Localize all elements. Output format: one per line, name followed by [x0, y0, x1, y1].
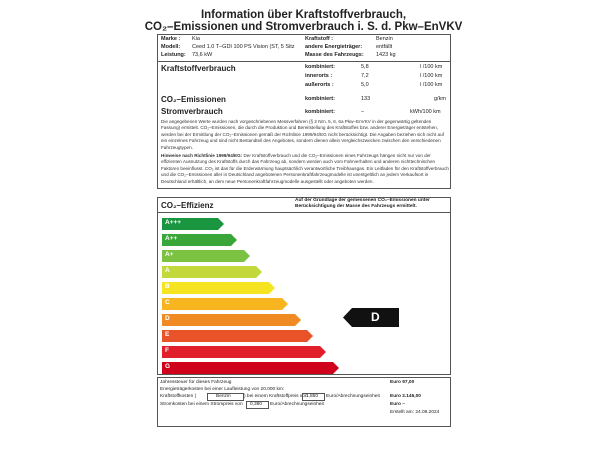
efficiency-bar-label: A+++	[165, 219, 182, 226]
efficiency-bar	[162, 266, 262, 278]
efficiency-note: Auf der Grundlage der gemessenen CO₂–Emissionen unter Berücksichtigung der Masse des Fahrzeugs ermittelt.	[295, 198, 430, 209]
efficiency-bar-shape	[162, 346, 326, 358]
efficiency-bar-shape	[162, 250, 250, 262]
power-cost-label: Stromkosten bei einem Strompreis von	[160, 402, 243, 407]
efficiency-panel	[157, 197, 451, 375]
efficiency-bar-label: E	[165, 331, 170, 338]
efficiency-bar	[162, 346, 326, 358]
fuel-row-unit: l /100 km	[420, 73, 443, 79]
efficiency-bar	[162, 234, 237, 246]
electricity-unit: kWh/100 km	[410, 109, 441, 115]
fuel-type-text: Benzin	[216, 394, 231, 399]
legal-paragraph-2-text: Der Kraftstoffverbrauch und die CO₂–Emissionen eines Fahrzeugs hängen nicht nur von der effizienten Ausnutzung des Kraftstoffs durch das Fahrzeug ab, sondern werden auch vom Fahrverhalten und anderen nichttechnischen Faktoren beeinflusst. CO₂ ist das für die Erderwärmung hauptsächlich verantwortliche Treibhausgas. Ein Leitfaden für den Kraftstoffverbrauch und die CO₂–Emissionen aller in Deutschland angebotenen Personenkraftfahrzeugmodelle ist unentgeltlich an jedem Verkaufsort in Deutschland erhältlich, an dem neue Personenkraftfahrzeugmodelle ausgestellt oder angeboten werden.	[161, 153, 449, 184]
efficiency-heading: CO₂–Effizienz	[161, 201, 214, 210]
fuel-price-value: 1,850	[306, 394, 319, 399]
other-energy-label: andere Energieträger:	[305, 44, 363, 50]
brand-value: Kia	[192, 36, 200, 42]
fuel-row-label: kombiniert:	[305, 64, 335, 70]
efficiency-bar-label: A	[165, 267, 170, 274]
efficiency-bar-label: D	[165, 315, 170, 322]
fuel-cost-label: Kraftstoffkosten (	[160, 394, 197, 399]
efficiency-bar-label: A+	[165, 251, 174, 258]
model-value: Ceed 1.0 T–GDI 100 PS Vision (ST, 5 Sitz	[192, 44, 295, 50]
consumption-panel	[157, 34, 451, 189]
electricity-value: –	[361, 109, 365, 115]
fuel-type-value: Benzin	[376, 36, 393, 42]
efficiency-bar-label: A++	[165, 235, 178, 242]
legal-paragraph-2	[161, 153, 449, 185]
power-cost-value: Euro –	[390, 402, 405, 407]
model-label: Modell:	[161, 44, 181, 50]
mass-label: Masse des Fahrzeugs:	[305, 52, 364, 58]
efficiency-bar-label: G	[165, 363, 171, 370]
electricity-label: kombiniert:	[305, 109, 335, 115]
co2-value: 133	[361, 96, 371, 102]
fuel-heading: Kraftstoffverbrauch	[161, 64, 236, 73]
fuel-price-unit: Euro/Abrechnungseinheit	[326, 394, 380, 399]
divider	[158, 212, 450, 213]
fuel-type-label: Kraftstoff :	[305, 36, 334, 42]
legal-paragraph-2-head: Hinweise nach Richtlinie 1999/94/EG:	[161, 153, 243, 158]
efficiency-bar-label: C	[165, 299, 170, 306]
electricity-heading: Stromverbrauch	[161, 107, 223, 116]
title-line-2: CO₂–Emissionen und Stromverbrauch i. S. d. Pkw–EnVKV	[144, 21, 463, 33]
efficiency-bar	[162, 282, 275, 294]
tax-label: Jahressteuer für dieses Fahrzeug	[160, 380, 232, 385]
fuel-row-label: innerorts :	[305, 73, 333, 79]
efficiency-bar-shape	[162, 330, 313, 342]
energy-cost-label: Energieträgerkosten bei einer Laufleistung von 20.000 km:	[160, 387, 285, 392]
fuel-row-unit: l /100 km	[420, 64, 443, 70]
efficiency-bar	[162, 298, 288, 310]
fuel-row-value: 7,2	[361, 73, 369, 79]
efficiency-bar-shape	[162, 266, 262, 278]
mass-value: 1423 kg	[376, 52, 396, 58]
efficiency-bar	[162, 362, 339, 374]
power-price-unit: Euro/Abrechnungseinheit	[270, 402, 324, 407]
efficiency-bar-shape	[162, 362, 339, 374]
fuel-row-value: 5,8	[361, 64, 369, 70]
efficiency-bar	[162, 314, 301, 326]
current-class-indicator	[343, 308, 399, 327]
title-line-1: Information über Kraftstoffverbrauch,	[200, 9, 407, 21]
brand-label: Marke :	[161, 36, 181, 42]
tax-value: Euro 97,00	[390, 380, 415, 385]
efficiency-bar-shape	[162, 298, 288, 310]
co2-heading: CO₂–Emissionen	[161, 95, 226, 104]
fuel-row-label: außerorts :	[305, 82, 334, 88]
power-label: Leistung:	[161, 52, 186, 58]
cost-panel	[157, 377, 451, 427]
efficiency-bar-shape	[162, 282, 275, 294]
legal-paragraph-1: Die angegebenen Werte wurden nach vorgeschriebenen Messverfahren (§ 2 Nrn. 5, 6, 6a Pkw–EnVKV in der gegenwärtig geltenden Fassung) ermittelt. CO₂–Emissionen, die durch die Produktion und Bereitstellung des Kraftstoffes bzw. anderer Energieträger entstehen, werden bei der Ermittlung der CO₂–Emissionen gemäß der Richtlinie 1999/94/EG nicht berücksichtigt. Die Angaben beziehen sich nicht auf ein einzelnes Fahrzeug und sind nicht Bestandteil des Angebotes, sondern dienen allein Vergleichszwecken zwischen den verschiedenen Fahrzeugtypen.	[161, 119, 444, 150]
fuel-price-label: ) bei einem Kraftstoffpreis von	[244, 394, 308, 399]
efficiency-bar-shape	[162, 314, 301, 326]
efficiency-bar-label: B	[165, 283, 170, 290]
other-energy-value: entfällt	[376, 44, 393, 50]
efficiency-bar-label: F	[165, 347, 169, 354]
divider	[158, 61, 450, 62]
efficiency-bar	[162, 330, 313, 342]
power-price-value: 0,380	[250, 402, 263, 407]
power-value: 73,6 kW	[192, 52, 213, 58]
created-date: Erstellt am: 24.09.2024	[390, 410, 440, 415]
fuel-row-unit: l /100 km	[420, 82, 443, 88]
fuel-cost-value: Euro 2.146,00	[390, 394, 421, 399]
efficiency-bar	[162, 218, 224, 230]
fuel-row-value: 5,0	[361, 82, 369, 88]
efficiency-bar	[162, 250, 250, 262]
current-class-label: D	[371, 310, 380, 324]
co2-unit: g/km	[434, 96, 446, 102]
co2-label: kombiniert:	[305, 96, 335, 102]
